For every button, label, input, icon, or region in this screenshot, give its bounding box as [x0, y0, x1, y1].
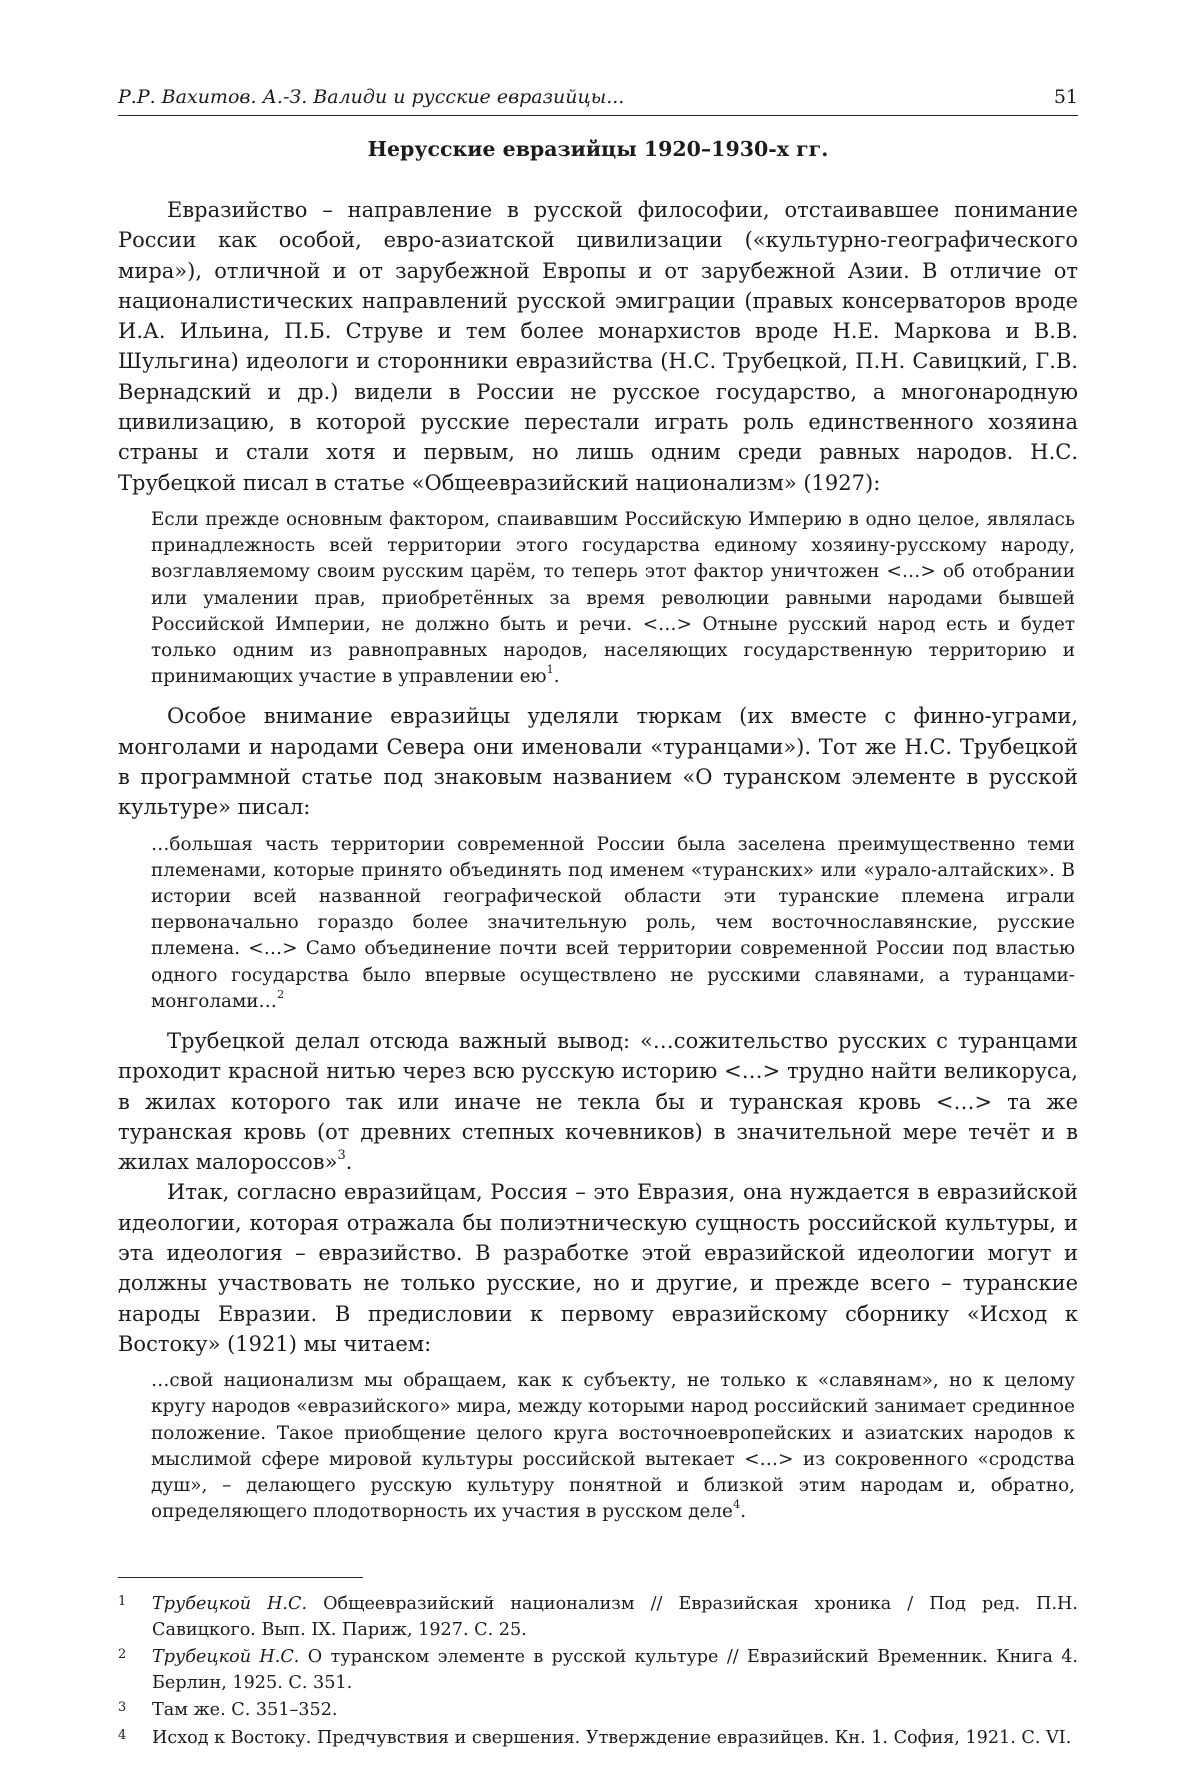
footnote-number: 2	[118, 1647, 127, 1663]
block-quote-1-end: .	[553, 666, 560, 688]
footnote-1	[118, 1592, 1078, 1643]
running-head	[118, 86, 1078, 116]
footnote-body	[152, 1698, 1078, 1724]
block-quote-3-text: …свой национализм мы обращаем, как к субъекту, не только к «славянам», но к целому кругу народов «евразийского» мира, между которыми народ российский занимает срединное положение. Такое приобщение целого круга восточноевропейских и азиатских народов к мыслимой сфере мировой культуры российской вытекает <…> из сокровенного «сродства душ», – делающего русскую культуру понятной и близкой этим народам и, обратно, определяющего плодотворность их участия в русском деле	[151, 1370, 1075, 1523]
footnote-number: 1	[118, 1594, 127, 1610]
block-quote-3	[151, 1368, 1075, 1525]
footnote-text: Там же. С. 351–352.	[152, 1700, 338, 1721]
footnote-body	[152, 1726, 1078, 1752]
paragraph-3	[118, 1026, 1078, 1177]
footnote-author: Трубецкой Н.С.	[152, 1647, 300, 1668]
paragraph-1-text: Евразийство – направление в русской философии, отстаивавшее понимание России как особой, евро-азиатской цивилизации («культурно-географического мира»), отличной и от зарубежной Европы и от зарубежной Азии. В отличие от националистических направлений русской эмиграции (правых консерваторов вроде И.А. Ильина, П.Б. Струве и тем более монархистов вроде Н.Е. Маркова и В.В. Шульгина) идеологи и сторонники евразийства (Н.С. Трубецкой, П.Н. Савицкий, Г.В. Вернадский и др.) видели в России не русское государство, а многонародную цивилизацию, в которой русские перестали играть роль единственного хозяина страны и стали хотя и первым, но лишь одним среди равных народов. Н.С. Трубецкой писал в статье «Общеевразийский национализм» (1927):	[118, 198, 1078, 495]
paragraph-3-text: Трубецкой делал отсюда важный вывод: «…сожительство русских с туранцами проходит красной нитью через всю русскую историю <…> трудно найти великоруса, в жилах которого так или иначе не текла бы и туранская кровь <…> та же туранская кровь (от древних степных кочевников) в значительной мере течёт и в жилах малороссов»	[118, 1029, 1078, 1175]
paragraph-4-text: Итак, согласно евразийцам, Россия – это Евразия, она нуждается в евразийской идеологии, которая отражала бы полиэтническую сущность российской культуры, и эта идеология – евразийство. В разработке этой евразийской идеологии могут и должны участвовать не только русские, но и другие, и прежде всего – туранские народы Евразии. В предисловии к первому евразийскому сборнику «Исход к Востоку» (1921) мы читаем:	[118, 1180, 1078, 1356]
running-title: Р.Р. Вахитов. А.-З. Валиди и русские евразийцы...	[118, 86, 625, 108]
footnote-body	[152, 1645, 1078, 1696]
block-quote-2-text: …большая часть территории современной России была заселена преимущественно теми племенами, которые принято объединять под именем «туранских» или «урало-алтайских». В истории всей названной географической области эти туранские племена играли первоначально гораздо более значительную роль, чем восточнославянские, русские племена. <…> Само объединение почти всей территории современной России под властью одного государства было впервые осуществлено не русскими славянами, а туранцами-монголами…	[151, 833, 1075, 1012]
footnote-2	[118, 1645, 1078, 1696]
footnote-text: О туранском элементе в русской культуре // Евразийский Временник. Книга 4. Берлин, 1925. С. 351.	[152, 1647, 1078, 1693]
footnotes	[118, 1577, 1078, 1751]
footnote-body	[152, 1592, 1078, 1643]
footnote-4	[118, 1726, 1078, 1752]
paragraph-1	[118, 195, 1078, 498]
footnote-author: Трубецкой Н.С.	[152, 1594, 308, 1615]
paragraph-4	[118, 1177, 1078, 1359]
page-number: 51	[1053, 86, 1078, 108]
footnote-ref-4[interactable]: 4	[732, 1497, 741, 1512]
footnote-ref-3[interactable]: 3	[337, 1148, 346, 1164]
paragraph-2-text: Особое внимание евразийцы уделяли тюркам (их вместе с финно-уграми, монголами и народами Севера они именовали «туранцами»). Тот же Н.С. Трубецкой в программной статье под знаковым названием «О туранском элементе в русской культуре» писал:	[118, 704, 1078, 820]
paragraph-3-end: .	[345, 1150, 353, 1175]
footnote-text: Общеевразийский национализм // Евразийская хроника / Под ред. П.Н. Савицкого. Вып. IX. Париж, 1927. С. 25.	[152, 1594, 1078, 1640]
footnote-separator	[118, 1577, 363, 1578]
footnote-ref-1[interactable]: 1	[546, 662, 554, 677]
footnote-ref-2[interactable]: 2	[276, 986, 285, 1001]
footnote-number: 4	[118, 1727, 127, 1743]
page	[118, 86, 1078, 1753]
block-quote-2	[151, 832, 1075, 1015]
footnote-text: Исход к Востоку. Предчувствия и свершения. Утверждение евразийцев. Кн. 1. София, 1921. С. VI.	[152, 1727, 1072, 1748]
section-title: Нерусские евразийцы 1920–1930-х гг.	[367, 137, 829, 161]
footnote-3	[118, 1698, 1078, 1724]
block-quote-1	[151, 507, 1075, 690]
block-quote-1-text: Если прежде основным фактором, спаивавшим Российскую Империю в одно целое, являлась принадлежность всей территории этого государства единому хозяину-русскому народу, возглавляемому своим русским царём, то теперь этот фактор уничтожен <…> об отобрании или умалении прав, приобретённых за время революции равными народами бывшей Российской Империи, не должно быть и речи. <…> Отныне русский народ есть и будет только одним из равноправных народов, населяющих государственную территорию и принимающих участие в управлении ею	[151, 508, 1075, 688]
paragraph-2	[118, 701, 1078, 822]
footnote-number: 3	[118, 1700, 127, 1716]
block-quote-3-end: .	[740, 1501, 747, 1523]
